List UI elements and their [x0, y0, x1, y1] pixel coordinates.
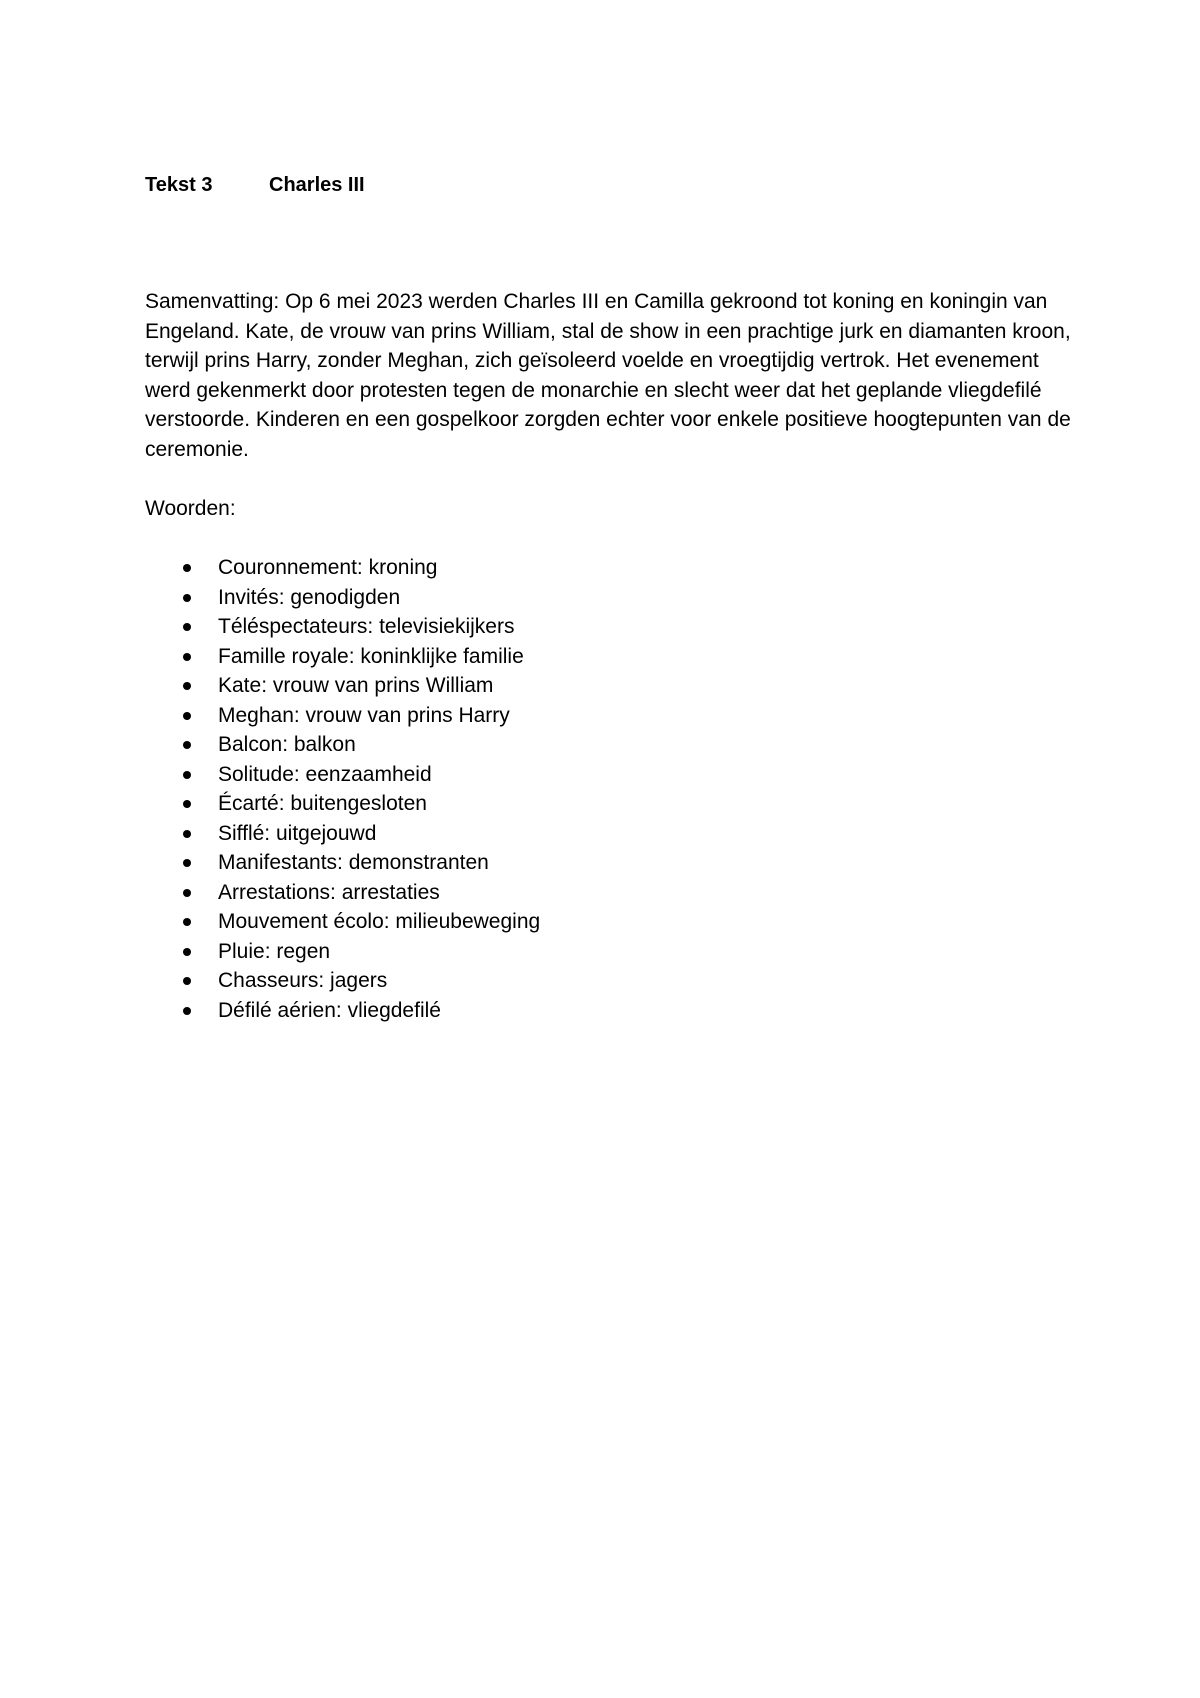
list-item — [145, 878, 540, 908]
list-item-text: Invités: genodigden — [218, 585, 401, 609]
bullet-icon — [183, 741, 191, 749]
bullet-icon — [183, 830, 191, 838]
list-item — [145, 642, 540, 672]
list-item-text: Solitude: eenzaamheid — [218, 762, 432, 786]
summary-paragraph: Samenvatting: Op 6 mei 2023 werden Charles III en Camilla gekroond tot koning en koningin van Engeland. Kate, de vrouw van prins William, stal de show in een prachtige jurk en diamanten kroon, terwijl prins Harry, zonder Meghan, zich geïsoleerd voelde en vroegtijdig vertrok. Het evenement werd gekenmerkt door protesten tegen de monarchie en slecht weer dat het geplande vliegdefilé verstoorde. Kinderen en een gospelkoor zorgden echter voor enkele positieve hoogtepunten van de ceremonie. — [145, 290, 1071, 461]
list-item-text: Arrestations: arrestaties — [218, 880, 440, 904]
list-item — [145, 996, 540, 1026]
list-item-text: Balcon: balkon — [218, 733, 356, 756]
list-item — [145, 907, 540, 937]
list-item — [145, 671, 540, 701]
list-item — [145, 789, 540, 819]
words-heading: Woorden: — [145, 497, 236, 520]
bullet-icon — [183, 594, 191, 602]
bullet-icon — [183, 800, 191, 808]
document-heading — [145, 174, 365, 197]
vocabulary-list — [145, 553, 540, 1025]
bullet-icon — [183, 653, 191, 661]
list-item-text: Kate: vrouw van prins William — [218, 674, 494, 697]
list-item — [145, 701, 540, 731]
list-item — [145, 966, 540, 996]
list-item-text: Couronnement: kroning — [218, 556, 438, 579]
list-item — [145, 583, 540, 613]
list-item-text: Manifestants: demonstranten — [218, 851, 489, 874]
list-item-text: Chasseurs: jagers — [218, 969, 388, 992]
bullet-icon — [183, 682, 191, 690]
list-item-text: Sifflé: uitgejouwd — [218, 821, 377, 845]
bullet-icon — [183, 564, 191, 572]
document-title: Charles III — [269, 174, 365, 196]
list-item-text: Défilé aérien: vliegdefilé — [218, 998, 441, 1022]
bullet-icon — [183, 1007, 191, 1015]
bullet-icon — [183, 948, 191, 956]
bullet-icon — [183, 977, 191, 985]
list-item-text: Mouvement écolo: milieubeweging — [218, 910, 541, 933]
text-number-label: Tekst 3 — [145, 174, 213, 196]
list-item-text: Pluie: regen — [218, 939, 331, 963]
bullet-icon — [183, 623, 191, 631]
bullet-icon — [183, 889, 191, 897]
list-item — [145, 612, 540, 642]
bullet-icon — [183, 712, 191, 720]
list-item-text: Meghan: vrouw van prins Harry — [218, 703, 510, 727]
bullet-icon — [183, 771, 191, 779]
list-item-text: Écarté: buitengesloten — [218, 792, 427, 815]
list-item — [145, 730, 540, 760]
list-item — [145, 760, 540, 790]
list-item-text: Téléspectateurs: televisiekijkers — [218, 615, 515, 638]
list-item — [145, 553, 540, 583]
bullet-icon — [183, 918, 191, 926]
bullet-icon — [183, 859, 191, 867]
list-item — [145, 937, 540, 967]
list-item — [145, 819, 540, 849]
list-item — [145, 848, 540, 878]
list-item-text: Famille royale: koninklijke familie — [218, 644, 524, 668]
